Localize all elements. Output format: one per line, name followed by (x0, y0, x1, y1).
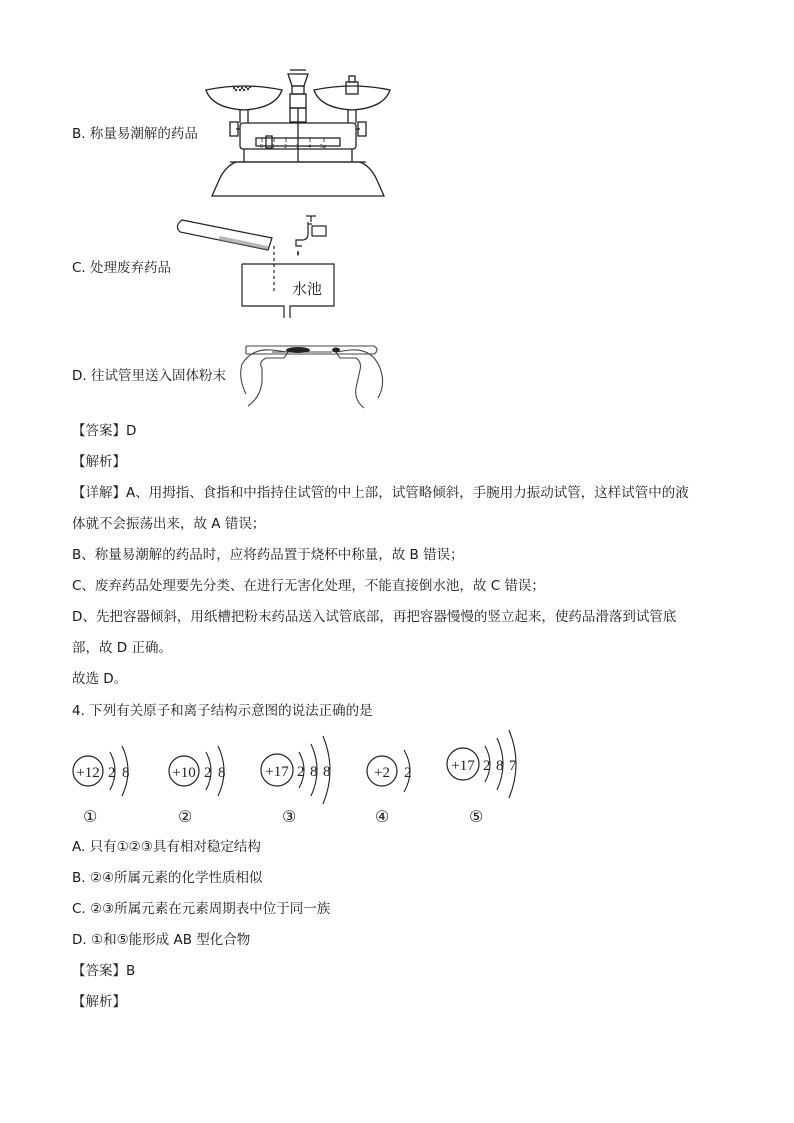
q3-detail-d1: D、先把容器倾斜，用纸槽把粉末药品送入试管底部，再把容器慢慢的竖立起来，使药品滑落到试管底 (72, 609, 677, 625)
scale-tick-4: 4 (308, 144, 311, 150)
q3-detail-c: C、废弃药品处理要先分类、在进行无害化处理，不能直接倒水池，故 C 错误； (72, 578, 545, 594)
atom-4-shell-1: 2 (404, 765, 412, 781)
scale-tick-3: 3 (296, 144, 299, 150)
q4-option-a: A. 只有①②③具有相对稳定结构 (72, 839, 261, 855)
scale-tick-5: 5g (320, 144, 326, 150)
q3-conclusion: 故选 D。 (72, 671, 128, 687)
atom-diagram-4 (364, 742, 422, 808)
q3-detail-d2: 部，故 D 正确。 (72, 640, 172, 656)
atom-3-shell-2: 8 (310, 764, 318, 780)
atom-4-label: ④ (375, 807, 390, 826)
atom-2-shell-1: 2 (204, 765, 212, 781)
q3-analysis-heading: 【解析】 (72, 454, 126, 470)
atom-5-nucleus: +17 (451, 758, 475, 774)
atom-2-shell-2: 8 (218, 765, 226, 781)
scale-tick-1: 1 (272, 144, 275, 150)
atom-3-label: ③ (282, 807, 297, 826)
atom-5-shell-2: 8 (496, 758, 504, 774)
q4-option-c: C. ②③所属元素在元素周期表中位于同一族 (72, 901, 331, 917)
atom-1-shell-2: 8 (122, 765, 130, 781)
atom-1-shell-1: 2 (108, 765, 116, 781)
atom-diagram-3 (257, 732, 341, 810)
atom-5-shell-3: 7 (509, 758, 517, 774)
q4-answer: 【答案】B (72, 963, 136, 979)
q3-detail-line2: 体就不会振荡出来，故 A 错误； (72, 516, 266, 532)
atom-3-shell-3: 8 (323, 764, 331, 780)
atom-3-nucleus: +17 (265, 764, 289, 780)
atom-2-nucleus: +10 (172, 765, 196, 781)
q4-stem: 4. 下列有关原子和离子结构示意图的说法正确的是 (72, 703, 373, 719)
sink-disposal-figure (172, 210, 348, 322)
atom-1-label: ① (83, 807, 98, 826)
q3-option-c: C. 处理废弃药品 (72, 260, 172, 276)
q4-analysis-heading: 【解析】 (72, 994, 126, 1010)
test-tube-powder-figure (232, 332, 390, 410)
q3-option-d: D. 往试管里送入固体粉末 (72, 368, 226, 384)
atom-diagram-5 (443, 726, 527, 806)
balance-scale-figure (200, 66, 396, 200)
atom-diagram-2 (166, 738, 238, 810)
atom-4-nucleus: +2 (374, 765, 390, 781)
q3-detail-line1: 【详解】A、用拇指、食指和中指持住试管的中上部，试管略倾斜，手腕用力振动试管，这样试管中的液 (72, 485, 689, 501)
atom-5-shell-1: 2 (483, 758, 491, 774)
q3-option-b: B. 称量易潮解的药品 (72, 126, 198, 142)
scale-tick-0: 0 (260, 144, 263, 150)
q4-option-d: D. ①和⑤能形成 AB 型化合物 (72, 932, 251, 948)
atom-5-label: ⑤ (469, 807, 484, 826)
q3-answer: 【答案】D (72, 423, 137, 439)
atom-1-nucleus: +12 (76, 765, 100, 781)
sink-label: 水池 (292, 282, 323, 298)
q4-option-b: B. ②④所属元素的化学性质相似 (72, 870, 263, 886)
atom-diagram-1 (70, 738, 142, 810)
atom-2-label: ② (178, 807, 193, 826)
scale-tick-2: 2 (284, 144, 287, 150)
q3-detail-b: B、称量易潮解的药品时，应将药品置于烧杯中称量，故 B 错误； (72, 547, 464, 563)
atom-3-shell-1: 2 (297, 764, 305, 780)
